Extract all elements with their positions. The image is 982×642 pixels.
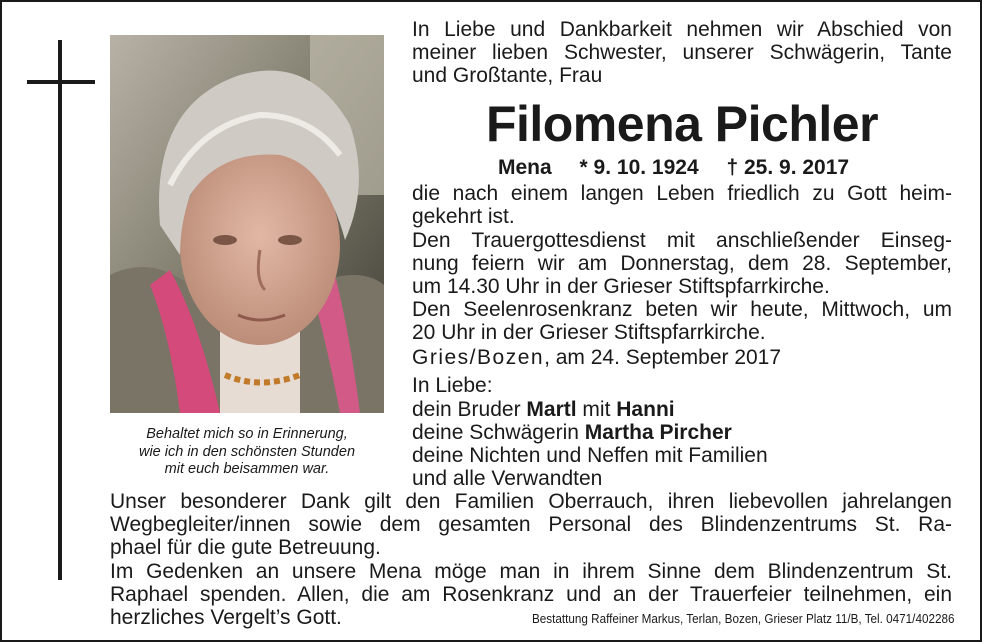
thanks-line: Unser besonderer Dank gilt den Familien Oberrauch, ihren liebevollen jahrelangen bbox=[110, 490, 952, 513]
cross-icon-beam bbox=[27, 80, 95, 84]
thanks-line: Wegbegleiter/innen sowie dem gesamten Personal des Blindenzentrums St. Ra- bbox=[110, 513, 952, 536]
body-line: Den Seelenrosenkranz beten wir heute, Mittwoch, um bbox=[412, 298, 952, 321]
life-dates bbox=[498, 156, 849, 180]
body-line: gekehrt ist. bbox=[412, 205, 515, 228]
mourner-line: deine Nichten und Neffen mit Familien bbox=[412, 444, 768, 467]
mourner-text: deine Schwägerin bbox=[412, 421, 585, 444]
date-text: , am 24. September 2017 bbox=[544, 346, 782, 369]
mourner-name: Martl bbox=[526, 398, 577, 421]
thanks-line: Im Gedenken an unsere Mena möge man in ihrem Sinne dem Blindenzentrum St. bbox=[110, 560, 952, 583]
body-line: Den Trauergottesdienst mit anschließender Einseg- bbox=[412, 229, 952, 252]
place: Gries/Bozen bbox=[412, 346, 545, 369]
photo-caption bbox=[110, 426, 384, 479]
mourner-name: Hanni bbox=[616, 398, 675, 421]
birth-date: * 9. 10. 1924 bbox=[579, 156, 699, 179]
intro-line: In Liebe und Dankbarkeit nehmen wir Abschied von bbox=[412, 18, 952, 41]
cross-icon bbox=[58, 40, 62, 580]
thanks-line: phael für die gute Betreuung. bbox=[110, 536, 381, 559]
mourner-name: Martha Pircher bbox=[584, 421, 732, 444]
body-line: nung feiern wir am Donnerstag, dem 28. September, bbox=[412, 252, 952, 275]
thanks-line: herzliches Vergelt’s Gott. bbox=[110, 606, 342, 629]
funeral-home-info: Bestattung Raffeiner Markus, Terlan, Bozen, Grieser Platz 11/B, Tel. 0471/402286 bbox=[531, 611, 954, 626]
mourner-line: und alle Verwandten bbox=[412, 467, 603, 490]
body-line: um 14.30 Uhr in der Grieser Stiftspfarrkirche. bbox=[412, 275, 830, 298]
mourner-line bbox=[412, 421, 732, 445]
deceased-name: Filomena Pichler bbox=[485, 96, 879, 152]
intro-line: meiner lieben Schwester, unserer Schwägerin, Tante bbox=[412, 41, 952, 64]
caption-line: mit euch beisammen war. bbox=[164, 461, 330, 477]
nickname: Mena bbox=[498, 156, 552, 179]
caption-line: wie ich in den schönsten Stunden bbox=[138, 443, 356, 460]
portrait-photo bbox=[110, 35, 384, 413]
thanks-line: Raphael spenden. Allen, die am Rosenkranz und an der Trauerfeier teilnehmen, ein bbox=[110, 583, 952, 606]
place-date bbox=[412, 346, 781, 370]
in-liebe: In Liebe: bbox=[412, 374, 493, 397]
intro-line: und Großtante, Frau bbox=[412, 64, 603, 87]
mourner-text: dein Bruder bbox=[412, 398, 527, 421]
caption-line: Behaltet mich so in Erinnerung, bbox=[146, 426, 348, 442]
death-date: † 25. 9. 2017 bbox=[726, 156, 850, 179]
body-line: die nach einem langen Leben friedlich zu Gott heim- bbox=[412, 182, 952, 205]
mourner-line bbox=[412, 398, 675, 422]
mourner-text: mit bbox=[576, 398, 617, 421]
body-line: 20 Uhr in der Grieser Stiftspfarrkirche. bbox=[412, 321, 766, 344]
